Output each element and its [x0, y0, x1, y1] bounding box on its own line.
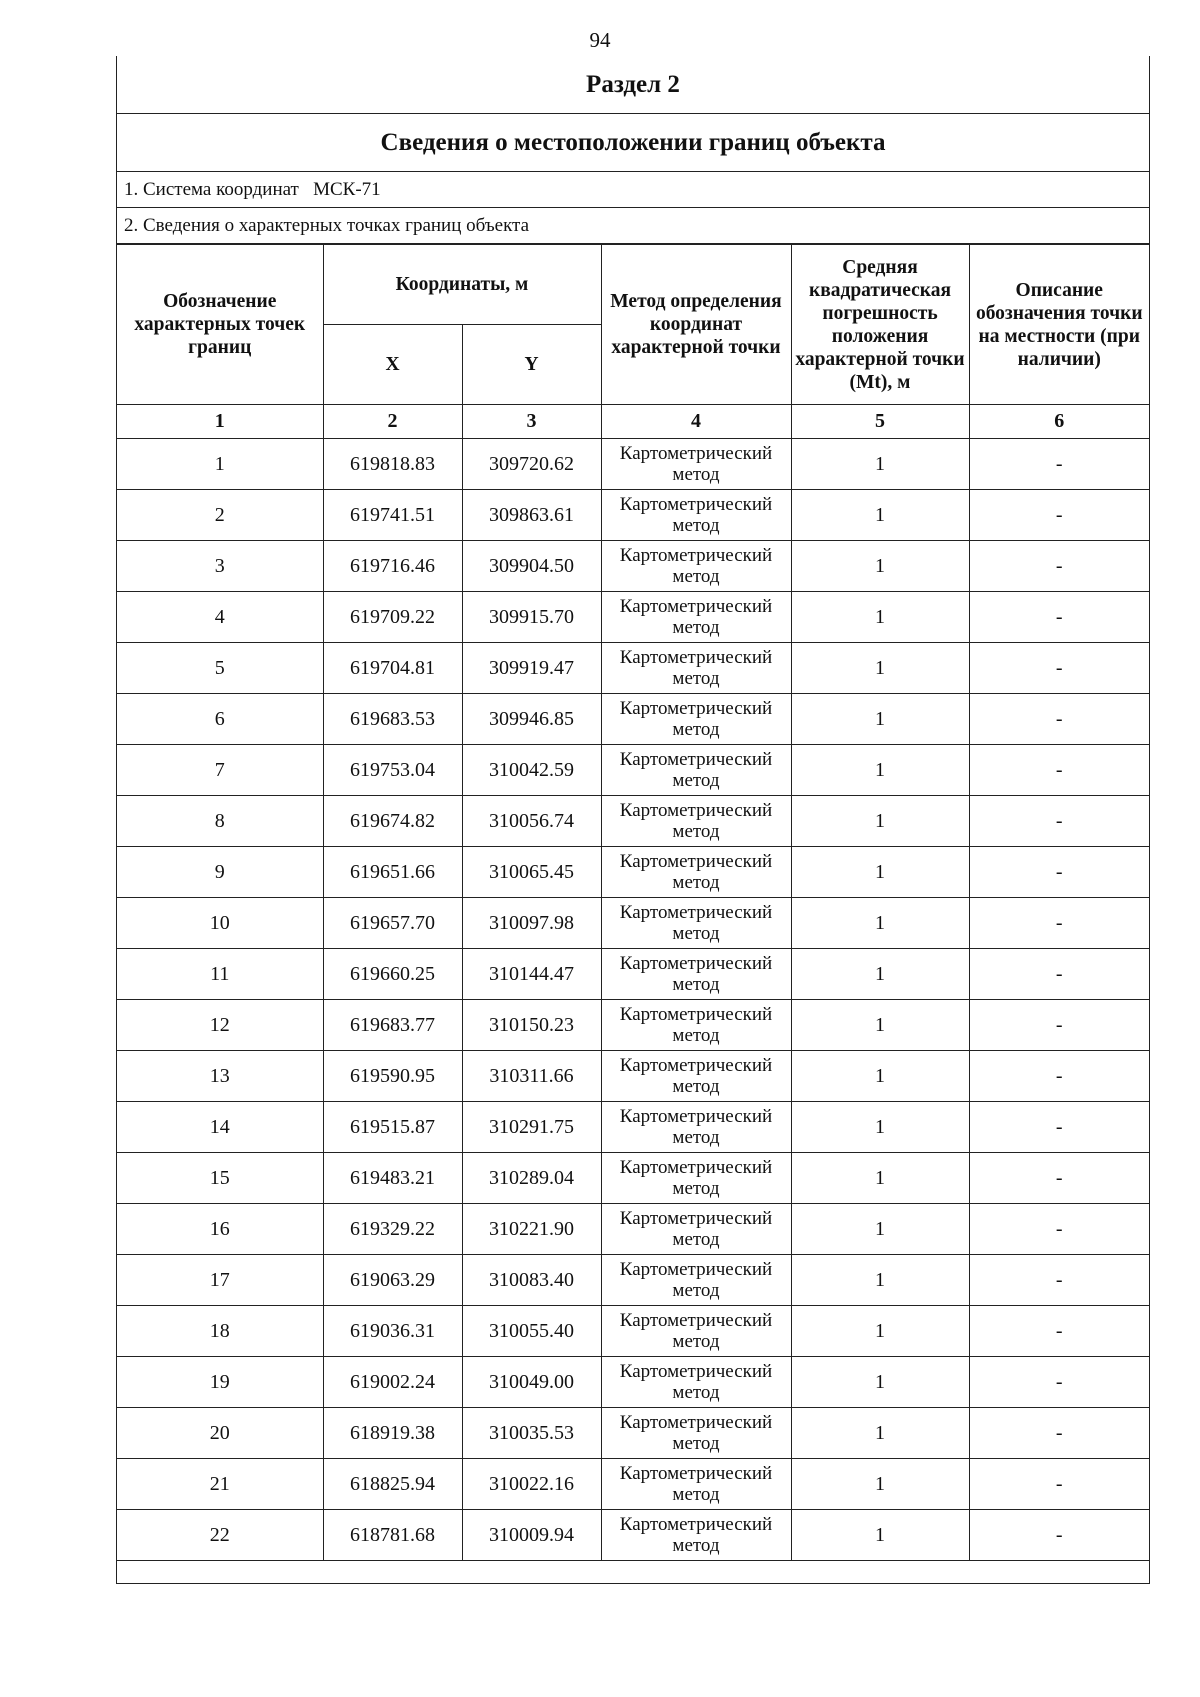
method-cell: Картометрический метод [601, 1408, 791, 1459]
description-cell: - [969, 1510, 1149, 1561]
y-coordinate-cell: 310042.59 [462, 745, 601, 796]
description-cell: - [969, 1000, 1149, 1051]
table-row [117, 898, 1149, 949]
table-end-cell [117, 1561, 1149, 1584]
mt-error-cell: 1 [791, 1000, 969, 1051]
method-cell: Картометрический метод [601, 1051, 791, 1102]
table-row [117, 694, 1149, 745]
mt-error-cell: 1 [791, 490, 969, 541]
table-body [117, 439, 1149, 1584]
x-coordinate-cell: 619651.66 [323, 847, 462, 898]
mt-error-cell: 1 [791, 796, 969, 847]
x-coordinate-cell: 619657.70 [323, 898, 462, 949]
coordinate-system-line [117, 172, 1149, 208]
point-number-cell: 9 [117, 847, 323, 898]
method-cell: Картометрический метод [601, 694, 791, 745]
point-number-cell: 18 [117, 1306, 323, 1357]
description-cell: - [969, 592, 1149, 643]
mt-error-cell: 1 [791, 1408, 969, 1459]
coordinate-system-label: 1. Система координат [124, 179, 299, 200]
table-row [117, 1051, 1149, 1102]
table-row [117, 1510, 1149, 1561]
description-cell: - [969, 643, 1149, 694]
method-cell: Картометрический метод [601, 847, 791, 898]
method-cell: Картометрический метод [601, 1357, 791, 1408]
table-row [117, 1153, 1149, 1204]
point-number-cell: 6 [117, 694, 323, 745]
mt-error-cell: 1 [791, 1357, 969, 1408]
point-number-cell: 20 [117, 1408, 323, 1459]
method-cell: Картометрический метод [601, 1255, 791, 1306]
y-coordinate-cell: 310291.75 [462, 1102, 601, 1153]
point-number-cell: 11 [117, 949, 323, 1000]
y-coordinate-cell: 310049.00 [462, 1357, 601, 1408]
points-section-title: 2. Сведения о характерных точках границ объекта [117, 208, 1149, 244]
point-number-cell: 12 [117, 1000, 323, 1051]
x-coordinate-cell: 619002.24 [323, 1357, 462, 1408]
method-cell: Картометрический метод [601, 949, 791, 1000]
method-cell: Картометрический метод [601, 490, 791, 541]
table-row [117, 847, 1149, 898]
point-number-cell: 2 [117, 490, 323, 541]
y-coordinate-cell: 310150.23 [462, 1000, 601, 1051]
y-coordinate-cell: 310055.40 [462, 1306, 601, 1357]
x-coordinate-cell: 619683.77 [323, 1000, 462, 1051]
mt-error-cell: 1 [791, 1306, 969, 1357]
point-number-cell: 14 [117, 1102, 323, 1153]
column-number: 5 [791, 405, 969, 439]
method-cell: Картометрический метод [601, 1510, 791, 1561]
x-coordinate-cell: 619716.46 [323, 541, 462, 592]
mt-error-cell: 1 [791, 1510, 969, 1561]
point-number-cell: 7 [117, 745, 323, 796]
mt-error-cell: 1 [791, 949, 969, 1000]
description-cell: - [969, 1051, 1149, 1102]
boundary-document [116, 56, 1150, 1584]
mt-error-cell: 1 [791, 847, 969, 898]
description-cell: - [969, 1102, 1149, 1153]
table-row [117, 1102, 1149, 1153]
mt-error-cell: 1 [791, 1255, 969, 1306]
x-coordinate-cell: 619753.04 [323, 745, 462, 796]
description-cell: - [969, 490, 1149, 541]
section-title: Раздел 2 [117, 56, 1149, 114]
y-coordinate-cell: 310144.47 [462, 949, 601, 1000]
mt-error-cell: 1 [791, 541, 969, 592]
description-cell: - [969, 541, 1149, 592]
table-row [117, 643, 1149, 694]
method-cell: Картометрический метод [601, 541, 791, 592]
x-coordinate-cell: 619660.25 [323, 949, 462, 1000]
mt-error-cell: 1 [791, 898, 969, 949]
x-coordinate-cell: 619704.81 [323, 643, 462, 694]
header-description: Описание обозначения точки на местности (при наличии) [969, 245, 1149, 405]
mt-error-cell: 1 [791, 643, 969, 694]
boundary-points-table [117, 244, 1149, 1584]
y-coordinate-cell: 309946.85 [462, 694, 601, 745]
column-number: 3 [462, 405, 601, 439]
y-coordinate-cell: 310083.40 [462, 1255, 601, 1306]
description-cell: - [969, 847, 1149, 898]
point-number-cell: 19 [117, 1357, 323, 1408]
table-row [117, 1000, 1149, 1051]
mt-error-cell: 1 [791, 1051, 969, 1102]
x-coordinate-cell: 619590.95 [323, 1051, 462, 1102]
column-number: 1 [117, 405, 323, 439]
mt-error-cell: 1 [791, 439, 969, 490]
y-coordinate-cell: 309863.61 [462, 490, 601, 541]
x-coordinate-cell: 619036.31 [323, 1306, 462, 1357]
header-error: Средняя квадратическая погрешность положения характерной точки (Mt), м [791, 245, 969, 405]
x-coordinate-cell: 619741.51 [323, 490, 462, 541]
description-cell: - [969, 898, 1149, 949]
x-coordinate-cell: 618825.94 [323, 1459, 462, 1510]
point-number-cell: 10 [117, 898, 323, 949]
method-cell: Картометрический метод [601, 1000, 791, 1051]
mt-error-cell: 1 [791, 1204, 969, 1255]
table-row [117, 745, 1149, 796]
x-coordinate-cell: 619818.83 [323, 439, 462, 490]
method-cell: Картометрический метод [601, 898, 791, 949]
table-row [117, 541, 1149, 592]
mt-error-cell: 1 [791, 592, 969, 643]
point-number-cell: 4 [117, 592, 323, 643]
point-number-cell: 16 [117, 1204, 323, 1255]
y-coordinate-cell: 310221.90 [462, 1204, 601, 1255]
method-cell: Картометрический метод [601, 796, 791, 847]
y-coordinate-cell: 310065.45 [462, 847, 601, 898]
table-row [117, 490, 1149, 541]
y-coordinate-cell: 309904.50 [462, 541, 601, 592]
table-end-row [117, 1561, 1149, 1584]
description-cell: - [969, 1459, 1149, 1510]
method-cell: Картометрический метод [601, 1306, 791, 1357]
point-number-cell: 5 [117, 643, 323, 694]
method-cell: Картометрический метод [601, 1153, 791, 1204]
x-coordinate-cell: 619515.87 [323, 1102, 462, 1153]
x-coordinate-cell: 619063.29 [323, 1255, 462, 1306]
method-cell: Картометрический метод [601, 439, 791, 490]
table-row [117, 1306, 1149, 1357]
column-number-row [117, 405, 1149, 439]
mt-error-cell: 1 [791, 694, 969, 745]
mt-error-cell: 1 [791, 1102, 969, 1153]
table-row [117, 1255, 1149, 1306]
x-coordinate-cell: 619709.22 [323, 592, 462, 643]
y-coordinate-cell: 310035.53 [462, 1408, 601, 1459]
method-cell: Картометрический метод [601, 643, 791, 694]
header-designation: Обозначение характерных точек границ [117, 245, 323, 405]
point-number-cell: 15 [117, 1153, 323, 1204]
section-subtitle: Сведения о местоположении границ объекта [117, 114, 1149, 172]
x-coordinate-cell: 619674.82 [323, 796, 462, 847]
mt-error-cell: 1 [791, 1459, 969, 1510]
x-coordinate-cell: 619683.53 [323, 694, 462, 745]
description-cell: - [969, 1306, 1149, 1357]
point-number-cell: 13 [117, 1051, 323, 1102]
point-number-cell: 3 [117, 541, 323, 592]
point-number-cell: 22 [117, 1510, 323, 1561]
mt-error-cell: 1 [791, 1153, 969, 1204]
header-x: X [323, 325, 462, 405]
x-coordinate-cell: 619483.21 [323, 1153, 462, 1204]
column-number: 2 [323, 405, 462, 439]
y-coordinate-cell: 310311.66 [462, 1051, 601, 1102]
coordinate-system-value: МСК-71 [313, 179, 381, 200]
description-cell: - [969, 694, 1149, 745]
header-method: Метод определения координат характерной точки [601, 245, 791, 405]
description-cell: - [969, 1255, 1149, 1306]
column-number: 6 [969, 405, 1149, 439]
description-cell: - [969, 745, 1149, 796]
y-coordinate-cell: 309919.47 [462, 643, 601, 694]
description-cell: - [969, 439, 1149, 490]
point-number-cell: 8 [117, 796, 323, 847]
y-coordinate-cell: 309720.62 [462, 439, 601, 490]
method-cell: Картометрический метод [601, 1204, 791, 1255]
table-row [117, 949, 1149, 1000]
y-coordinate-cell: 310289.04 [462, 1153, 601, 1204]
x-coordinate-cell: 618781.68 [323, 1510, 462, 1561]
header-y: Y [462, 325, 601, 405]
description-cell: - [969, 1357, 1149, 1408]
table-row [117, 1459, 1149, 1510]
x-coordinate-cell: 618919.38 [323, 1408, 462, 1459]
table-row [117, 1204, 1149, 1255]
page-number: 94 [589, 28, 611, 52]
y-coordinate-cell: 309915.70 [462, 592, 601, 643]
description-cell: - [969, 1153, 1149, 1204]
table-row [117, 796, 1149, 847]
point-number-cell: 17 [117, 1255, 323, 1306]
y-coordinate-cell: 310056.74 [462, 796, 601, 847]
y-coordinate-cell: 310022.16 [462, 1459, 601, 1510]
method-cell: Картометрический метод [601, 1459, 791, 1510]
mt-error-cell: 1 [791, 745, 969, 796]
x-coordinate-cell: 619329.22 [323, 1204, 462, 1255]
table-row [117, 1357, 1149, 1408]
description-cell: - [969, 796, 1149, 847]
column-number: 4 [601, 405, 791, 439]
method-cell: Картометрический метод [601, 1102, 791, 1153]
method-cell: Картометрический метод [601, 745, 791, 796]
table-row [117, 592, 1149, 643]
point-number-cell: 21 [117, 1459, 323, 1510]
table-row [117, 439, 1149, 490]
point-number-cell: 1 [117, 439, 323, 490]
table-row [117, 1408, 1149, 1459]
description-cell: - [969, 1204, 1149, 1255]
method-cell: Картометрический метод [601, 592, 791, 643]
y-coordinate-cell: 310009.94 [462, 1510, 601, 1561]
y-coordinate-cell: 310097.98 [462, 898, 601, 949]
description-cell: - [969, 949, 1149, 1000]
header-coordinates: Координаты, м [323, 245, 601, 325]
description-cell: - [969, 1408, 1149, 1459]
